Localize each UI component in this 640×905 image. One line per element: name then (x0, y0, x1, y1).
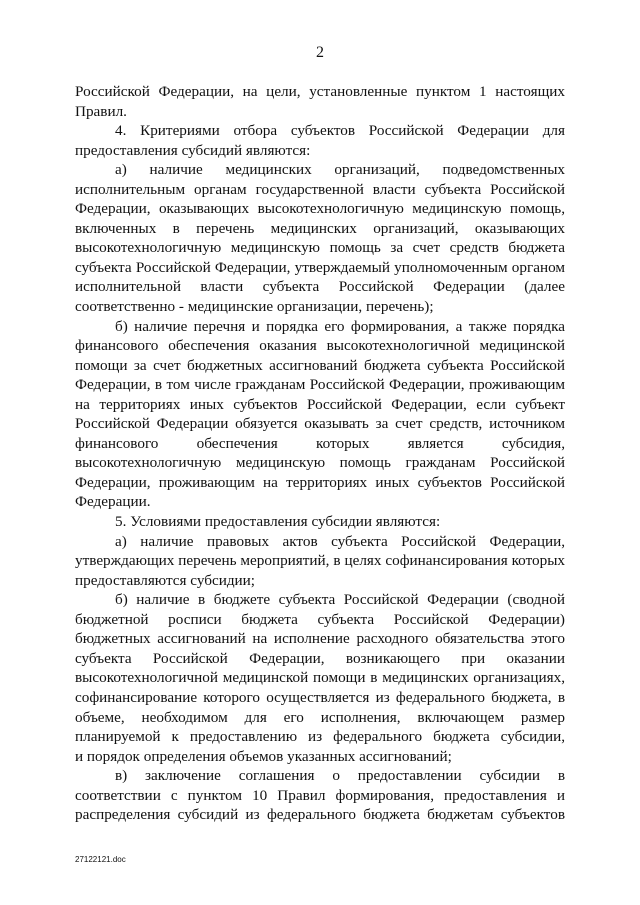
text-line: б) наличие перечня и порядка его формирования, а также порядка (115, 317, 565, 335)
text-line: Федерации, оказывающих высокотехнологичную медицинскую помощь, (75, 200, 565, 218)
text-line: распределения субсидий из федерального бюджета бюджетам субъектов (75, 806, 565, 824)
text-line: включенных в перечень медицинских организаций, оказывающих (75, 219, 565, 237)
text-line: Федерации. (75, 493, 151, 511)
text-line: Федерации, в том числе гражданам Российской Федерации, проживающим (75, 376, 565, 394)
text-line: бюджетной росписи бюджета субъекта Российской Федерации) (75, 610, 565, 628)
text-line: б) наличие в бюджете субъекта Российской Федерации (сводной (115, 591, 565, 609)
text-line: в) заключение соглашения о предоставлении субсидии в (115, 767, 565, 785)
text-line: 5. Условиями предоставления субсидии являются: (115, 513, 441, 531)
page-number: 2 (316, 44, 324, 61)
text-line: объеме, необходимом для его исполнения, включающем размер (75, 708, 565, 726)
text-line: соответствии с пунктом 10 Правил формирования, предоставления и (75, 786, 565, 804)
text-line: планируемой к предоставлению из федерального бюджета субсидии, (75, 728, 565, 746)
document-file-code: 27122121.doc (75, 855, 126, 864)
text-line: высокотехнологичную медицинскую помощь гражданам Российской (75, 454, 565, 472)
text-line: высокотехнологичную медицинскую помощь за счет средств бюджета (75, 239, 565, 257)
text-line: а) наличие медицинских организаций, подведомственных (115, 161, 565, 179)
text-line: бюджетных ассигнований на исполнение расходного обязательства этого (75, 630, 565, 648)
text-line: Федерации, проживающим на территориях иных субъектов Российской (75, 473, 565, 491)
text-line: финансового обеспечения которых является субсидия, (75, 434, 565, 452)
text-line: субъекта Российской Федерации, утверждаемый уполномоченным органом (75, 258, 565, 276)
document-body (75, 82, 565, 825)
text-line: соответственно - медицинские организации, перечень); (75, 298, 434, 316)
text-line: исполнительной власти субъекта Российской Федерации (далее (75, 278, 565, 296)
text-line: высокотехнологичной медицинской помощи в медицинских организациях, (75, 669, 565, 687)
text-line: помощи за счет бюджетных ассигнований бюджета субъекта Российской (75, 356, 565, 374)
text-line: Российской Федерации, на цели, установленные пунктом 1 настоящих (75, 83, 565, 100)
text-line: предоставляются субсидии; (75, 571, 256, 589)
text-line: 4. Критериями отбора субъектов Российской Федерации для (115, 122, 565, 140)
text-line: софинансирование которого осуществляется из федерального бюджета, в (75, 688, 565, 706)
text-line: финансового обеспечения оказания высокотехнологичной медицинской (75, 337, 565, 355)
text-line: предоставления субсидий являются: (75, 141, 311, 159)
text-line: утверждающих перечень мероприятий, в целях софинансирования которых (75, 552, 565, 570)
text-line: Российской Федерации обязуется оказывать за счет средств, источником (75, 415, 565, 433)
text-line: исполнительным органам государственной власти субъекта Российской (75, 180, 565, 198)
text-line: а) наличие правовых актов субъекта Российской Федерации, (115, 532, 565, 550)
text-line: Правил. (75, 102, 127, 120)
text-line: и порядок определения объемов указанных ассигнований; (75, 747, 452, 765)
text-line: субъекта Российской Федерации, возникающего при оказании (75, 649, 565, 667)
text-line: на территориях иных субъектов Российской Федерации, если субъект (75, 395, 565, 413)
